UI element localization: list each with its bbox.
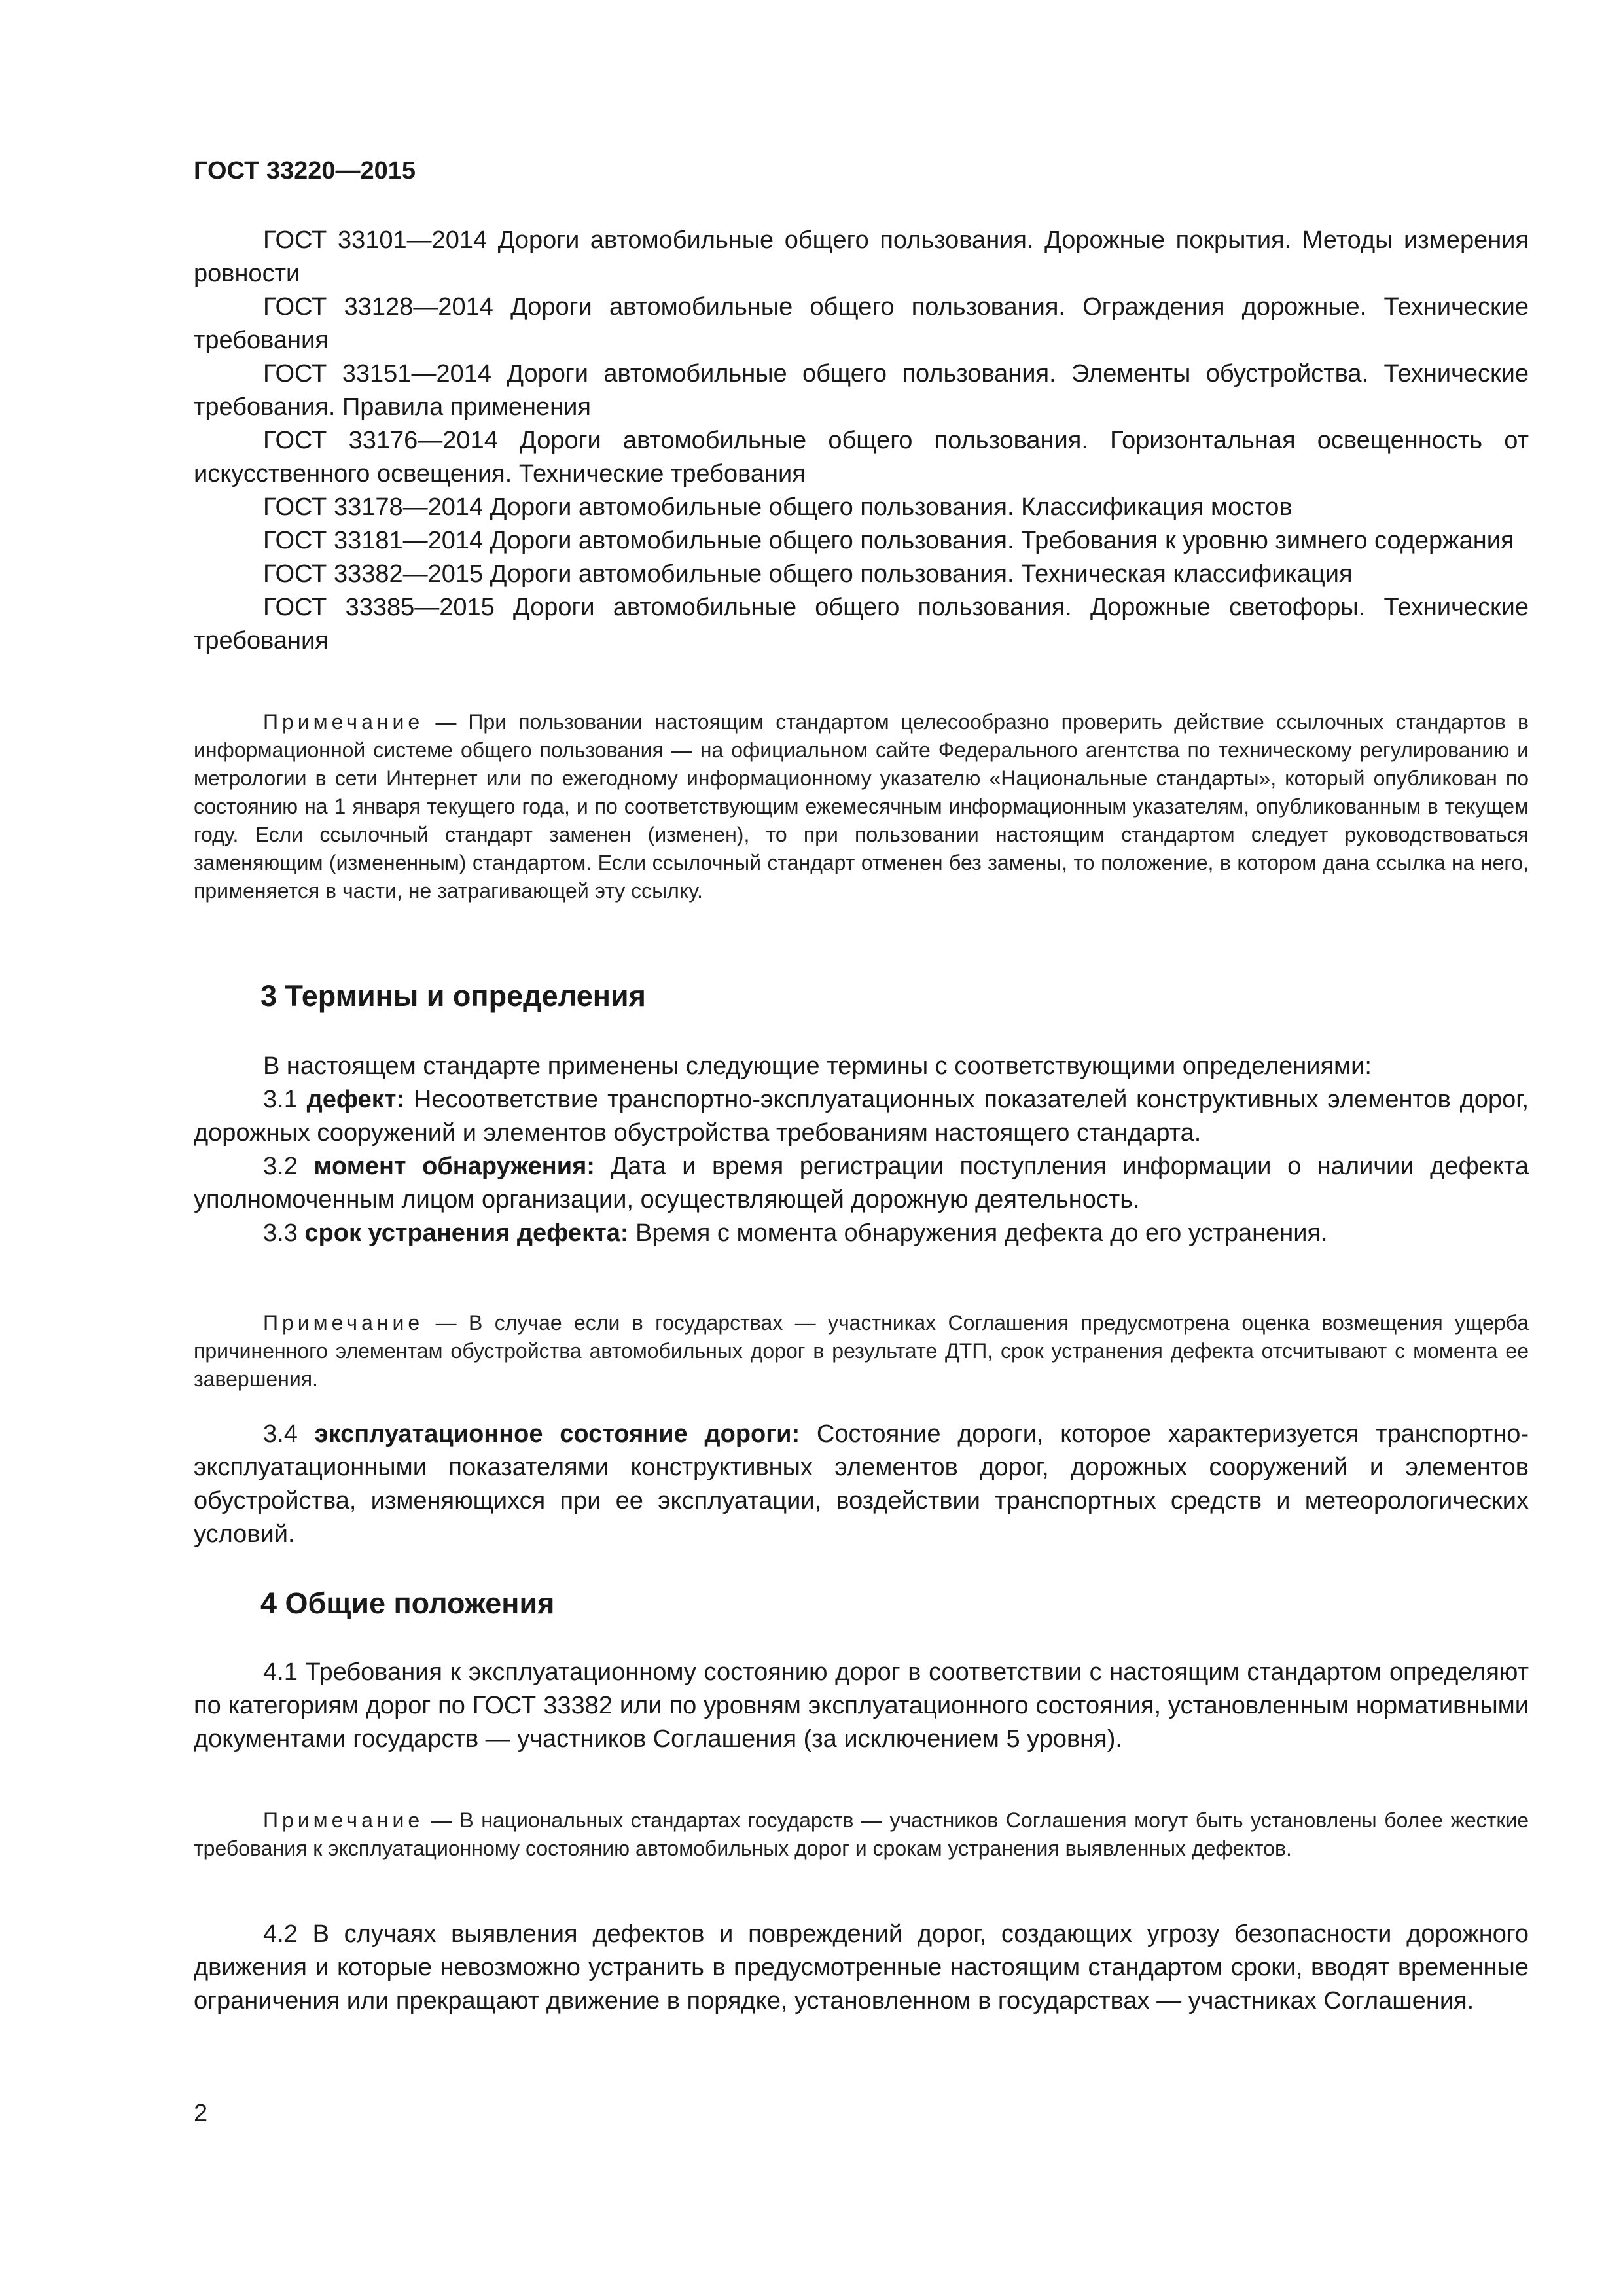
term-definition: Состояние дороги, которое характеризуется транспортно-эксплуатационными показателями конструктивных элементов дорог, дорожных сооружений и элементов обустройства, изменяющихся при ее эксплуатации, воздействии транспортных средств и метеорологических условий. xyxy=(194,1420,1529,1548)
note-label: Примечание xyxy=(263,710,424,734)
page-number: 2 xyxy=(194,2100,208,2127)
term-3-4-block xyxy=(194,1418,1529,1551)
section-intro: В настоящем стандарте применены следующие термины с соответствующими определениями: xyxy=(263,1052,1372,1080)
section-4-heading xyxy=(194,1587,1529,1621)
term-definition: Время с момента обнаружения дефекта до его устранения. xyxy=(635,1219,1328,1247)
term-definition: Дата и время регистрации поступления информации о наличии дефекта уполномоченным лицом организации, осуществляющей дорожную деятельность. xyxy=(194,1153,1529,1213)
term-name: дефект: xyxy=(306,1086,405,1113)
clause-4-1: 4.1 Требования к эксплуатационному состоянию дорог в соответствии с настоящим стандартом определяют по категориям дорог по ГОСТ 33382 или по уровням эксплуатационного состояния, установленным нормативными документами государств — участников Соглашения (за исключением 5 уровня). xyxy=(194,1659,1529,1753)
reference-item: ГОСТ 33382—2015 Дороги автомобильные общего пользования. Техническая классификация xyxy=(263,560,1353,588)
term-3-3-note xyxy=(194,1309,1529,1393)
reference-item: ГОСТ 33178—2014 Дороги автомобильные общего пользования. Классификация мостов xyxy=(263,493,1293,521)
reference-item: ГОСТ 33151—2014 Дороги автомобильные общего пользования. Элементы обустройства. Технические требования. Правила применения xyxy=(194,360,1529,421)
section-4-note xyxy=(194,1806,1529,1863)
term-name: эксплуатационное состояние дороги: xyxy=(314,1420,800,1448)
references-note xyxy=(194,708,1529,905)
note-label: Примечание xyxy=(263,1311,424,1335)
section-4-p2 xyxy=(194,1918,1529,2018)
term-name: срок устранения дефекта: xyxy=(304,1219,629,1247)
note-text: — В случае если в государствах — участниках Соглашения предусмотрена оценка возмещения ущерба причиненного элементам обустройства автомобильных дорог в результате ДТП, срок устранения дефекта отсчитывают с момента ее завершения. xyxy=(194,1311,1529,1391)
reference-item: ГОСТ 33128—2014 Дороги автомобильные общего пользования. Ограждения дорожные. Технические требования xyxy=(194,293,1529,354)
reference-item: ГОСТ 33181—2014 Дороги автомобильные общего пользования. Требования к уровню зимнего содержания xyxy=(263,527,1514,554)
section-title: 3 Термины и определения xyxy=(260,979,646,1013)
normative-references-list xyxy=(194,224,1529,658)
term-definition: Несоответствие транспортно-эксплуатационных показателей конструктивных элементов дорог, дорожных сооружений и элементов обустройства требованиям настоящего стандарта. xyxy=(194,1086,1529,1147)
section-3-body xyxy=(194,1050,1529,1250)
reference-item: ГОСТ 33101—2014 Дороги автомобильные общего пользования. Дорожные покрытия. Методы измерения ровности xyxy=(194,226,1529,287)
term-3-1: 3.1 дефект: Несоответствие транспортно-эксплуатационных показателей конструктивных элементов дорог, дорожных сооружений и элементов обустройства требованиям настоящего стандарта. xyxy=(194,1086,1529,1147)
section-4-p1 xyxy=(194,1656,1529,1756)
note-label: Примечание xyxy=(263,1808,424,1832)
section-3-heading xyxy=(194,979,1529,1013)
document-code: ГОСТ 33220—2015 xyxy=(194,157,416,185)
reference-item: ГОСТ 33385—2015 Дороги автомобильные общего пользования. Дорожные светофоры. Технические требования xyxy=(194,594,1529,655)
term-3-2: 3.2 момент обнаружения: Дата и время регистрации поступления информации о наличии дефекта уполномоченным лицом организации, осуществляющей дорожную деятельность. xyxy=(194,1153,1529,1213)
section-title: 4 Общие положения xyxy=(260,1587,555,1620)
term-3-3: 3.3 срок устранения дефекта: Время с момента обнаружения дефекта до его устранения. xyxy=(263,1219,1328,1247)
term-name: момент обнаружения: xyxy=(313,1153,595,1180)
reference-item: ГОСТ 33176—2014 Дороги автомобильные общего пользования. Горизонтальная освещенность от искусственного освещения. Технические требования xyxy=(194,427,1529,488)
note-text: — В национальных стандартах государств — участников Соглашения могут быть установлены более жесткие требования к эксплуатационному состоянию автомобильных дорог и срокам устранения выявленных дефектов. xyxy=(194,1808,1529,1860)
note-text: — При пользовании настоящим стандартом целесообразно проверить действие ссылочных стандартов в информационной системе общего пользования — на официальном сайте Федерального агентства по техническому регулированию и метрологии в сети Интернет или по ежегодному информационному указателю «Национальные стандарты», который опубликован по состоянию на 1 января текущего года, и по соответствующим ежемесячным информационным указателям, опубликованным в текущем году. Если ссылочный стандарт заменен (изменен), то при пользовании настоящим стандартом следует руководствоваться заменяющим (измененным) стандартом. Если ссылочный стандарт отменен без замены, то положение, в котором дана ссылка на него, применяется в части, не затрагивающей эту ссылку. xyxy=(194,710,1529,903)
term-3-4: 3.4 эксплуатационное состояние дороги: Состояние дороги, которое характеризуется транспортно-эксплуатационными показателями конструктивных элементов дорог, дорожных сооружений и элементов обустройства, изменяющихся при ее эксплуатации, воздействии транспортных средств и метеорологических условий. xyxy=(194,1420,1529,1548)
clause-4-2: 4.2 В случаях выявления дефектов и повреждений дорог, создающих угрозу безопасности дорожного движения и которые невозможно устранить в предусмотренные настоящим стандартом сроки, вводят временные ограничения или прекращают движение в порядке, установленном в государствах — участниках Соглашения. xyxy=(194,1920,1529,2015)
